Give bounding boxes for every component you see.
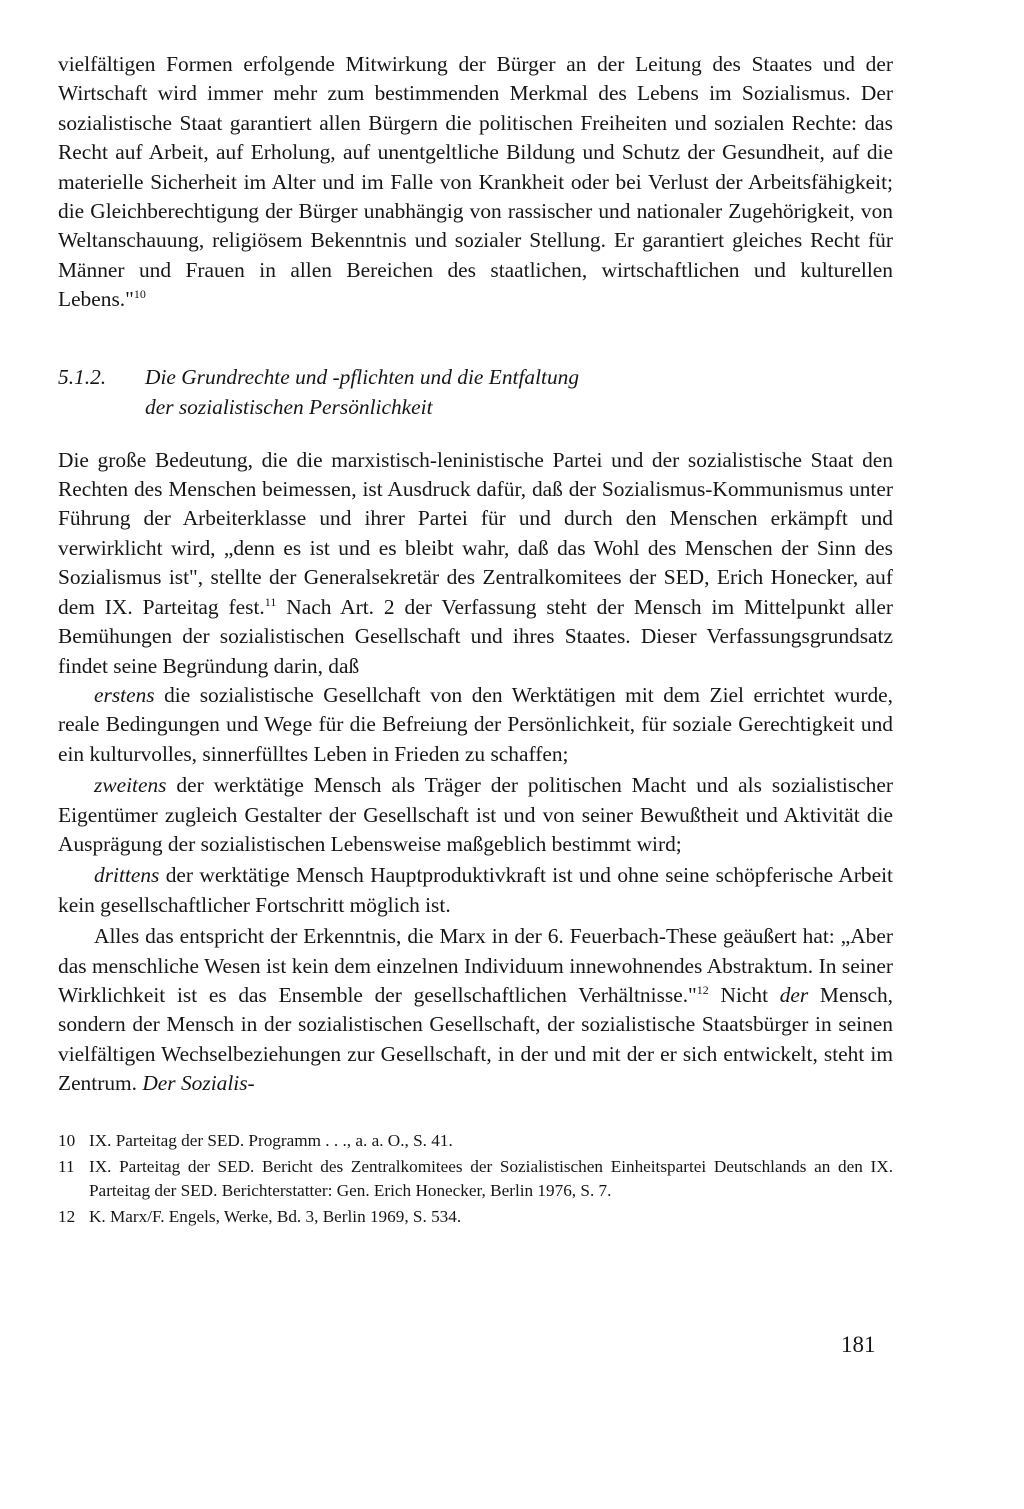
body-paragraph-2-emphasis-2: Der Sozialis- bbox=[142, 1071, 255, 1096]
footnote-ref-10: 10 bbox=[133, 287, 146, 302]
footnote-number: 11 bbox=[58, 1157, 75, 1177]
enumeration-third bbox=[58, 861, 893, 920]
body-paragraph-1-continued: Nach Art. 2 der Verfassung steht der Mensch im Mittelpunkt aller Bemühungen der sozialistischen Gesellschaft und ihres Staates. Dieser Verfassungsgrundsatz findet seine Begründung darin, daß bbox=[58, 594, 893, 678]
enumeration-third-word: drittens bbox=[94, 863, 160, 888]
page-number: 181 bbox=[841, 1332, 876, 1357]
section-title-line-2: der sozialistischen Persönlichkeit bbox=[145, 394, 433, 419]
body-paragraph-2 bbox=[58, 922, 893, 1098]
enumeration-first-text: die sozialistische Gesellchaft von den Werktätigen mit dem Ziel errichtet wurde, reale Bedingungen und Wege für die Befreiung der Persönlichkeit, für soziale Gerechtigkeit und ein kulturvolles, sinnerfülltes Leben in Frieden zu schaffen; bbox=[58, 682, 893, 766]
intro-text: vielfältigen Formen erfolgende Mitwirkung der Bürger an der Leitung des Staates und der Wirtschaft wird immer mehr zum bestimmenden Merkmal des Lebens im Sozialismus. Der sozialistische Staat garantiert allen Bürgern die politischen Freiheiten und sozialen Rechte: das Recht auf Arbeit, auf Erholung, auf unentgeltliche Bildung und Schutz der Gesundheit, auf die materielle Sicherheit im Alter und im Falle von Krankheit oder bei Verlust der Arbeitsfähigkeit; die Gleichberechtigung der Bürger unabhängig von rassischer und nationaler Zugehörigkeit, von Weltanschauung, religiösem Bekenntnis und sozialer Stellung. Er garantiert gleiches Recht für Männer und Frauen in allen Bereichen des staatlichen, wirtschaftlichen und kulturellen Lebens." bbox=[58, 52, 893, 312]
enumeration-third-text: der werktätige Mensch Hauptproduktivkraft ist und ohne seine schöpferische Arbeit kein gesellschaftlicher Fortschritt möglich ist. bbox=[58, 863, 893, 917]
body-paragraph-1 bbox=[58, 446, 893, 681]
enumeration-first-word: erstens bbox=[94, 682, 155, 707]
section-title bbox=[145, 362, 893, 422]
marx-quote-text: Alles das entspricht der Erkenntnis, die Marx in der 6. Feuerbach-These geäußert hat: „Aber das menschliche Wesen ist kein dem einzelnen Individuum innewohnendes Abstraktum. In seiner Wirklichkeit ist es das Ensemble der gesellschaftlichen Verhältnisse." bbox=[58, 924, 893, 1007]
body-paragraph-2-text-a: Nicht bbox=[708, 982, 780, 1007]
footnote-text: K. Marx/F. Engels, Werke, Bd. 3, Berlin 1969, S. 534. bbox=[89, 1207, 462, 1227]
enumeration-first bbox=[58, 681, 893, 769]
footnote-text: IX. Parteitag der SED. Programm . . ., a. a. O., S. 41. bbox=[89, 1130, 453, 1150]
footnote bbox=[58, 1155, 893, 1202]
section-number: 5.1.2. bbox=[58, 364, 107, 389]
body-paragraph-2-text-b: Mensch, sondern der Mensch in der sozialistischen Gesellschaft, der sozialistische Staatsbürger in seinen vielfältigen Wechselbeziehungen zur Gesellschaft, in der und mit der er sich entwickelt, steht im Zentrum. bbox=[58, 982, 893, 1096]
enumeration-second bbox=[58, 771, 893, 859]
footnote bbox=[58, 1205, 893, 1229]
enumeration-second-text: der werktätige Mensch als Träger der politischen Macht und als sozialistischer Eigentümer zugleich Gestalter der Gesellschaft ist und von seiner Bewußtheit und Aktivität die Ausprägung der sozialistischen Lebensweise maßgeblich bestimmt wird; bbox=[58, 773, 893, 856]
body-paragraph-1-text: Die große Bedeutung, die die marxistisch-leninistische Partei und der sozialistische Staat den Rechten des Menschen beimessen, ist Ausdruck dafür, daß der Sozialismus-Kommunismus unter Führung der Arbeiterklasse und ihrer Partei für und durch den Menschen erkämpft und verwirklicht wird, „denn es ist und es bleibt wahr, daß das Wohl des Menschen der Sinn des Sozialismus ist", stellte der Generalsekretär des Zentralkomitees der SED, Erich Honecker, auf dem IX. Parteitag fest. bbox=[58, 447, 893, 619]
footnote-ref-11: 11 bbox=[264, 594, 277, 609]
section-title-line-1: Die Grundrechte und -pflichten und die Entfaltung bbox=[145, 364, 580, 389]
enumeration-second-word: zweitens bbox=[94, 773, 167, 798]
book-page bbox=[58, 50, 893, 1490]
footnote-number: 10 bbox=[58, 1130, 76, 1150]
footnotes bbox=[58, 1129, 893, 1229]
footnote-ref-12: 12 bbox=[696, 982, 709, 997]
footnote-number: 12 bbox=[58, 1207, 76, 1227]
footnote-text: IX. Parteitag der SED. Bericht des Zentralkomitees der Sozialistischen Einheitspartei Deutschlands an den IX. Parteitag der SED. Berichterstatter: Gen. Erich Honecker, Berlin 1976, S. 7. bbox=[89, 1157, 893, 1200]
footnote bbox=[58, 1129, 893, 1153]
body-paragraph-2-emphasis-1: der bbox=[779, 982, 809, 1007]
section-heading bbox=[58, 362, 893, 422]
intro-paragraph bbox=[58, 50, 893, 315]
